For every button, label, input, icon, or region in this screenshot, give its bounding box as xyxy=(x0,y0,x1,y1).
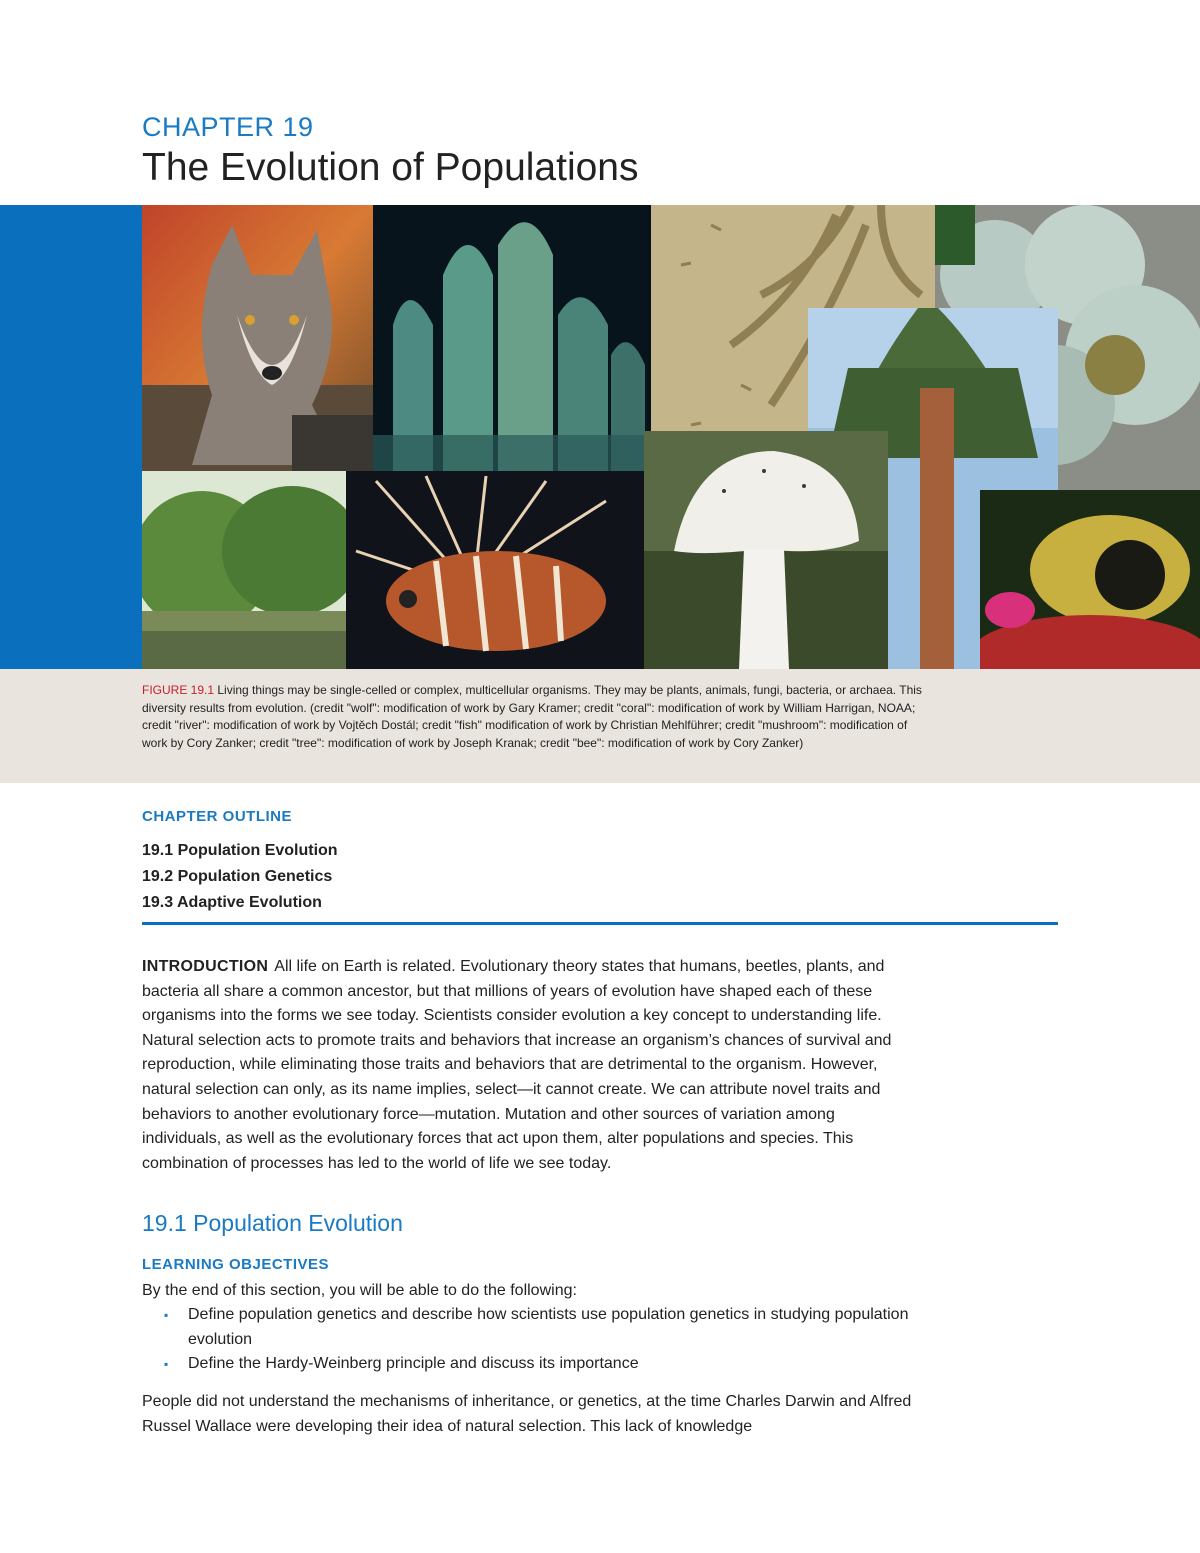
objective-text: Define the Hardy-Weinberg principle and discuss its importance xyxy=(188,1355,639,1372)
outline-item[interactable]: 19.1 Population Evolution xyxy=(142,842,338,859)
mushroom-photo xyxy=(644,431,888,669)
forest-pond-photo xyxy=(142,471,346,669)
body-paragraph: People did not understand the mechanisms of inheritance, or genetics, at the time Charles Darwin and Alfred Russel Wallace were developing their idea of natural selection. This lack of knowledge xyxy=(142,1393,912,1435)
outline-item[interactable]: 19.3 Adaptive Evolution xyxy=(142,894,322,911)
learning-objectives-intro: By the end of this section, you will be able to do the following: xyxy=(142,1282,577,1299)
introduction-paragraph xyxy=(142,955,918,1176)
introduction-text: All life on Earth is related. Evolutionary theory states that humans, beetles, plants, and bacteria all share a common ancestor, but that millions of years of evolution have shaped each of these organisms into the forms we see today. Scientists consider evolution a key concept to understanding life. Natural selection acts to promote traits and behaviors that increase an organism’s chances of survival and reproduction, while eliminating those traits and behaviors that are detrimental to the organism. However, natural selection can only, as its name implies, select—it cannot create. We can attribute novel traits and behaviors to another evolutionary force—mutation. Mutation and other sources of variation among individuals, as well as the evolutionary forces that act upon them, alter populations and species. This combination of processes has led to the world of life we see today. xyxy=(142,958,892,1172)
coral-photo xyxy=(373,205,651,471)
learning-objectives-heading: LEARNING OBJECTIVES xyxy=(142,1256,330,1273)
chapter-outline-list xyxy=(142,838,338,916)
wolf-photo xyxy=(142,205,373,471)
bullet-icon: ▪ xyxy=(164,1357,169,1371)
chapter-label: CHAPTER 19 xyxy=(142,112,314,142)
outline-item[interactable]: 19.2 Population Genetics xyxy=(142,868,333,885)
chapter-color-tab xyxy=(0,205,142,669)
chapter-outline-heading: CHAPTER OUTLINE xyxy=(142,808,292,825)
section-title: 19.1 Population Evolution xyxy=(142,1210,403,1236)
objective-item xyxy=(164,1303,924,1352)
learning-objectives-list xyxy=(164,1303,924,1377)
figure-caption xyxy=(142,682,922,752)
objective-text: Define population genetics and describe how scientists use population genetics in studying population evolution xyxy=(188,1306,909,1348)
outline-divider xyxy=(142,922,1058,925)
chapter-title: The Evolution of Populations xyxy=(142,146,639,189)
bee-photo xyxy=(980,490,1200,669)
fish-photo xyxy=(346,471,644,669)
bullet-icon: ▪ xyxy=(164,1308,169,1322)
figure-label: FIGURE 19.1 xyxy=(142,683,215,697)
figure-caption-text: Living things may be single-celled or complex, multicellular organisms. They may be plants, animals, fungi, bacteria, or archaea. This diversity results from evolution. (credit "wolf": modification of work by Gary Kramer; credit "coral": modification of work by William Harrigan, NOAA; credit "river": modification of work by Vojtěch Dostál; credit "fish" modification of work by Christian Mehlführer; credit "mushroom": modification of work by Cory Zanker; credit "tree": modification of work by Joseph Kranak; credit "bee": modification of work by Cory Zanker) xyxy=(142,683,922,750)
figure-collage xyxy=(142,205,1200,669)
objective-item xyxy=(164,1352,924,1377)
introduction-lead: INTRODUCTION xyxy=(142,958,269,975)
